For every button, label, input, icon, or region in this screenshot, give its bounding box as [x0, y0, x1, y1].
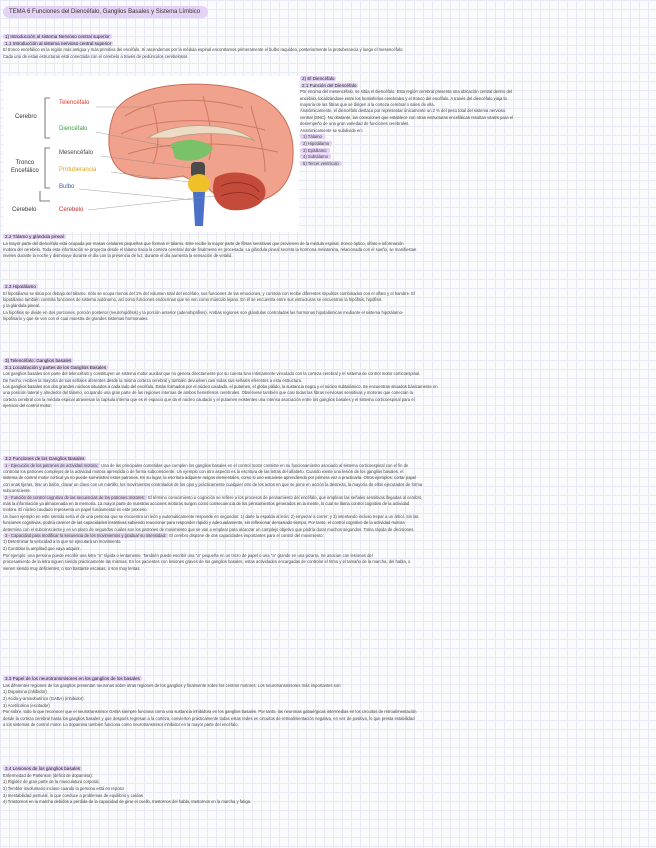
label-diencefalo: Diencéfalo — [59, 126, 88, 132]
section-diencefalo — [300, 76, 652, 168]
paragraph-neuro-intro: Las diferentes regiones de los ganglios presentan neuronas sobre otras regiones de los ganglios y finalmente sobre los centros motores. Los neurotransmisores más importantes son: — [3, 682, 342, 688]
text-line: Los ganglios basales son parte del telencéfalo y constituyen un sistema motor auxiliar que no genera directamente por su cuenta sino íntimamente vinculado con la corteza cerebral y el sistema de control motor corticoespinal. — [3, 371, 421, 377]
text-line: procesamiento de la letra siguen siendo prácticamente las mismas. En los pacientes con lesiones graves de los ganglios basales, estas actividades encargadas de controlar el ritmo y el tamaño de la marcha, del habla, o — [3, 559, 411, 565]
text-line: Por encima del mesencéfalo, se sitúa el diencéfalo. Esta región cerebral presenta una ubicación central dentro del — [300, 89, 513, 95]
text-line: controlar los patrones complejos de la actividad motora aprendida o de forma subconsciente. Un ejemplo con otro aspecto es la escritura de las letras del alfabeto. Cuando existe una lesión de los ganglios basales, el — [3, 469, 404, 474]
subheading-talamo: 2.2 Tálamo y glándula pineal — [5, 234, 64, 239]
paragraph-localizacion — [3, 371, 653, 409]
text-line: Por sobre, todo lo que reconocer que el neurotransmisor GABA siempre funciona como una sustancia inhibidora en los ganglios basales. Por tanto, las neuronas gabaérgicas intermedias en los circuitos de retroalimentación — [3, 709, 417, 715]
list-item: 2) Hipotálamo — [300, 141, 652, 148]
text-line: desempeño de una gran variedad de funciones cerebrales. — [300, 121, 410, 127]
text-line: La mayor parte del diencéfalo está ocupada por masas celulares pequeñas que forman el tálamo. Este recibe la mayor parte de fibras sensitivas que provienen de la médula espinal, tronco óptico, olfato e información — [3, 240, 404, 246]
list-item: 1) Determinar la velocidad a la que se ejecutará un movimiento. — [3, 539, 122, 545]
list-neurotransmisores — [3, 689, 653, 709]
brain-illustration — [3, 76, 299, 232]
text-line: niveles durante la noche y disminuye durante el día con la presencia de luz, durante el día aumenta la sensación de vetalid. — [3, 253, 233, 259]
paragraph-funcion-2-rest — [3, 501, 653, 533]
text-line: Anatómicamente se subdivide en: — [300, 127, 363, 133]
section-funciones-ganglios — [3, 456, 653, 572]
list-capacidades — [3, 539, 653, 553]
subheading-localizacion: 3.1 Localización y partes de los Ganglios Basales — [5, 364, 107, 370]
list-item: 2) Temblor involuntario incluso cuando la persona está en reposo — [3, 785, 124, 791]
list-item: 4) Trastornos en la marcha debidos a pérdida de la capacidad de girar el cuello, trastornos del habla, trastornos en la marcha y fatiga. — [3, 799, 252, 805]
label-funcion-3: 3 - Capacidad para modificar la secuencia de los movimientos y graduar su intensidad: — [5, 533, 167, 539]
text-line: con unas tijeras, tirar un balón, clavar un clavo con un martillo, los movimientos controlados de los ojos y prácticamente cualquier otro de los actos en que se pone en acción la destreza, la mayoría de ellos ejecutados de forma — [3, 481, 423, 487]
heading-diencefalo: 2) El Diencéfalo — [302, 76, 335, 81]
list-item: 3) Acetilcolina (excitador) — [3, 702, 50, 708]
label-cerebelo: Cerebelo — [59, 207, 84, 213]
text-line: Un buen ejemplo en este sentido sería el de una persona que se encuentra un león y automáticamente responde en segundos: 1) darle la espalda al león; 2) empezar a correr; y 3) intentando incluso trepar a un árbol. Sin las — [3, 513, 419, 519]
list-item: 3) Inestabilidad postural, lo que conduce a problemas de equilibrio y caídas — [3, 792, 143, 798]
subheading-lesiones: 3.4 Lesiones de los ganglios basales — [5, 766, 81, 771]
paragraph-hipotalamo — [3, 291, 653, 323]
section-lesiones — [3, 766, 653, 806]
label-protuberancia: Protuberancia — [59, 167, 97, 173]
list-item: 5) Tercer ventrículo — [300, 161, 652, 168]
heading-intro: 1) Introducción al sistema Nervioso central superior — [5, 34, 110, 39]
text-line: desde la corteza cerebral hasta los ganglios basales y que después regresan a la corteza, convierten prácticamente todas estas redes en circuitos de retroalimentación negativa, en vez de positiva, lo que presta estabilidad — [3, 715, 415, 721]
subheading-neurotransmisores: 3.3 Papel de los neurotransmisores en los ganglios de los basales — [5, 676, 140, 681]
label-cerebelo-group: Cerebelo — [12, 207, 37, 213]
text-line: De hecho, reciben la mayoría de sus señales aferentes desde la misma corteza cerebral y también devuelven casi todas sus señales eferentes a esta estructura. — [3, 377, 303, 383]
subheading-funciones: 3.2 Funciones de los Ganglios Basales — [5, 456, 85, 461]
list-item: 1) Dopamina (inhibidor) — [3, 689, 47, 694]
text-line: Anatómicamente, el diencéfalo destaca por representar únicamente un 2 % del peso total del sistema nervioso — [300, 108, 506, 114]
label-cerebro: Cerebro — [15, 114, 37, 120]
label-funcion-2: 2 - Función de control cognitivo de las secuencias de los patrones motores: — [5, 494, 145, 500]
paragraph: El tronco encefálico es la región más antigua y más primitiva del encéfalo. Si ascendemos por la médula espinal encontramos primeramente el bulbo raquídeo, posteriormente la protuberancia y luego el mesencéfalo. — [3, 47, 404, 53]
paragraph-parkinson: Enfermedad de Parkinson (déficit de dopamina): — [3, 772, 93, 778]
page-title: TEMA 6 Funciones del Diencéfalo, Ganglios Basales y Sistema Límbico — [3, 6, 208, 18]
label-telencefalo: Telencéfalo — [59, 100, 90, 106]
section-ganglios-basales — [3, 358, 653, 410]
list-subdivisions — [300, 134, 652, 168]
text-line: más la información ya almacenada en la memoria. La mayor parte de nuestras acciones motoras surgen como consecuencia de los pensamientos generados en la mente, lo cual se llama control cognitivo de la actividad — [3, 501, 410, 507]
text-line: Por ejemplo: una persona puede escribir una letra ''a'' rápida o lentamente. También puede escribir una ''a'' pequeña en un trozo de papel o una ''a'' grande en una pizarra. Se asocian con lesiones del — [3, 553, 373, 559]
text-line: determina con el subconsciente y en un plazo de segundos cuáles son los patrones de movimiento que se van a emplear para alcanzar un complejo objetivo que podría durar muchos segundos. Toma rápida de decisiones. — [3, 526, 415, 532]
section-neurotransmisores — [3, 676, 653, 729]
paragraph: Cada uno de estas estructuras está conectada con el cerebelo a través de pedúnculos cerebelosos. — [3, 53, 189, 59]
text-line: funciones cognitivas, podría carecer de las capacidades instintivas sabiendo reaccionar para responder rápido y adecuadamente, sin reflexionar demasiado tiempo. Por tanto, el control cognitivo de la actividad motora — [3, 520, 405, 526]
section-hipotalamo — [3, 284, 653, 323]
paragraph-diencefalo — [300, 89, 652, 134]
text-line: sistema de control motor cortical ya no puede suministrar estos patrones. En su lugar, la escritura adquiere rasgos elementales, como si uno estuviese aprendiendo por primera vez a practicarla. Otros ejemplos: cortar papel — [3, 475, 417, 481]
paragraph-gaba — [3, 709, 653, 728]
text-line: hipofisario y que se ven con el cual muestra de grandes sistemas hormonales. — [3, 316, 149, 322]
text-line: Los ganglios basales son dos grandes núcleos situados a cada lado del encéfalo. Están formados por el núcleo caudado, el putamen, el globo pálido, la sustancia negra y el núcleo subtalámico. Se encuentran situados básicamente en — [3, 384, 438, 389]
section-introduction — [3, 34, 653, 60]
text-line: una posición lateral y alrededor del tálamo, ocupando una gran parte de las regiones internas de ambos hemisferios cerebrales. Obsérvese también que casi todas las fibras nerviosas sensitivas y motoras que conectan la — [3, 390, 413, 396]
label-funcion-1: 1 - Ejecución de los patrones de actividad motora: — [5, 462, 98, 468]
label-bulbo: Bulbo — [59, 184, 75, 190]
list-item: 2) Controlar la amplitud que vaya adquirir. — [3, 546, 81, 552]
text-line: subconsciente. — [3, 488, 31, 494]
brain-diagram — [3, 76, 299, 232]
paragraph-funcion-3: 3 - Capacidad para modificar la secuencia de los movimientos y graduar su intensidad: El cerebro dispone de dos capacidades importantes para el control del movimiento: — [5, 533, 324, 539]
section-talamo — [3, 234, 653, 260]
label-tronco: Tronco Encefálico — [11, 160, 39, 174]
text-line: a los sistemas de control motor. La dopamina también funciona como neurotransmisor inhibidor en la mayor parte del encéfalo. — [3, 722, 239, 728]
text-line: encéfalo, localizándose entre los hemisferios cerebrales y el tronco del encéfalo. A través del diencéfalo viaja la — [300, 95, 507, 101]
paragraph-funcion-1-rest — [3, 469, 653, 495]
paragraph-funcion-2: 2 - Función de control cognitivo de las secuencias de los patrones motores: El término conocimiento o cognición se refiere a los procesos de pensamiento del encéfalo, que emplean las señales sensitivas llegadas al cerebro, — [5, 494, 423, 500]
text-line: vienen siendo muy deficientes, o son bastante escasas, o son muy lentas. — [3, 565, 141, 571]
subheading-intro: 1.1 Introducción al sistema nervioso central superior — [5, 40, 112, 46]
text-line: central (SNC). No obstante, las conexiones que establece con otras estructuras encefálicas resultan vitales para el — [300, 114, 513, 120]
text-line: La hipófisis se divide en dos porciones, porción posterior (neurohipófisis) y la porción anterior (adenohipófisis). Ambas regiones son glándulas controladas las hormonas hipotalámicas mediante el sistema hipotálamo- — [3, 309, 404, 315]
list-sintomas — [3, 779, 653, 806]
heading-telencefalo: 3) Telencéfalo: Ganglios basales — [5, 358, 72, 363]
text-line: motora del cerebelo. Toda esta información se proyecta desde el tálamo hacia la corteza cerebral donde finalmente es procesada. La glándula pineal secreta la hormona melatonina, relacionada con el sueño, se manifiestan — [3, 247, 417, 252]
list-item: 1) Tálamo — [300, 134, 652, 141]
text-line: y la glándula pineal. — [3, 303, 41, 309]
subheading-funcion-diencefalo: 2.1 Función del Diencéfalo — [302, 82, 357, 88]
text-line: hipotálamo también controla funciones de sistema autónomo, así como funciones endocrinas que se ven como músculo lejano. En él se encuentra entre sus estructuras se encuentran la hipófisis, hipófisis — [3, 297, 382, 302]
subheading-hipotalamo: 2.3 Hipotálamo — [5, 284, 36, 289]
list-item: 1) Rigidez de gran parte de la musculatura corporal, — [3, 779, 100, 784]
list-item: 2) Acido-y-aminobutírico (GABA) (inhibidor) — [3, 695, 84, 701]
text-line: corteza cerebral con la médula espinal atraviesan la capsula interna que es el espacio que da el núcleo caudado y el putamen existentes una intensa asociación entre los ganglios basales y el sistema corticoespinal para el — [3, 396, 415, 402]
text-line: ejercicio del control motor. — [3, 403, 52, 409]
paragraph-funcion-1: 1 - Ejecución de los patrones de actividad motora: Una de las principales cometidas que cumplen los ganglios basales en el control motor consiste en su funcionamiento asociado al sistema corticoespinal con el fin de — [5, 462, 409, 468]
label-mesencefalo: Mesencéfalo — [59, 150, 94, 156]
text-line: mayoría de las fibras que se dirigen a la corteza cerebral o salen de ella. — [300, 102, 435, 107]
text-line: El hipotálamo se sitúa por debajo del tálamo. Sólo se ocupa menos del 1% del volumen total del encéfalo, sus funciones de las emociones, y controla con recibe diferentes impulsos combinados con el olfato y el hambre. El — [3, 290, 416, 296]
paragraph-talamo — [3, 241, 653, 260]
list-item: 3) Epitálamo — [300, 148, 652, 155]
paragraph-funcion-3-rest — [3, 553, 653, 572]
list-item: 4) Subtálamo — [300, 154, 652, 161]
text-line: motora. El núcleo caudado representa un papel fundamental en este proceso. — [3, 507, 148, 513]
